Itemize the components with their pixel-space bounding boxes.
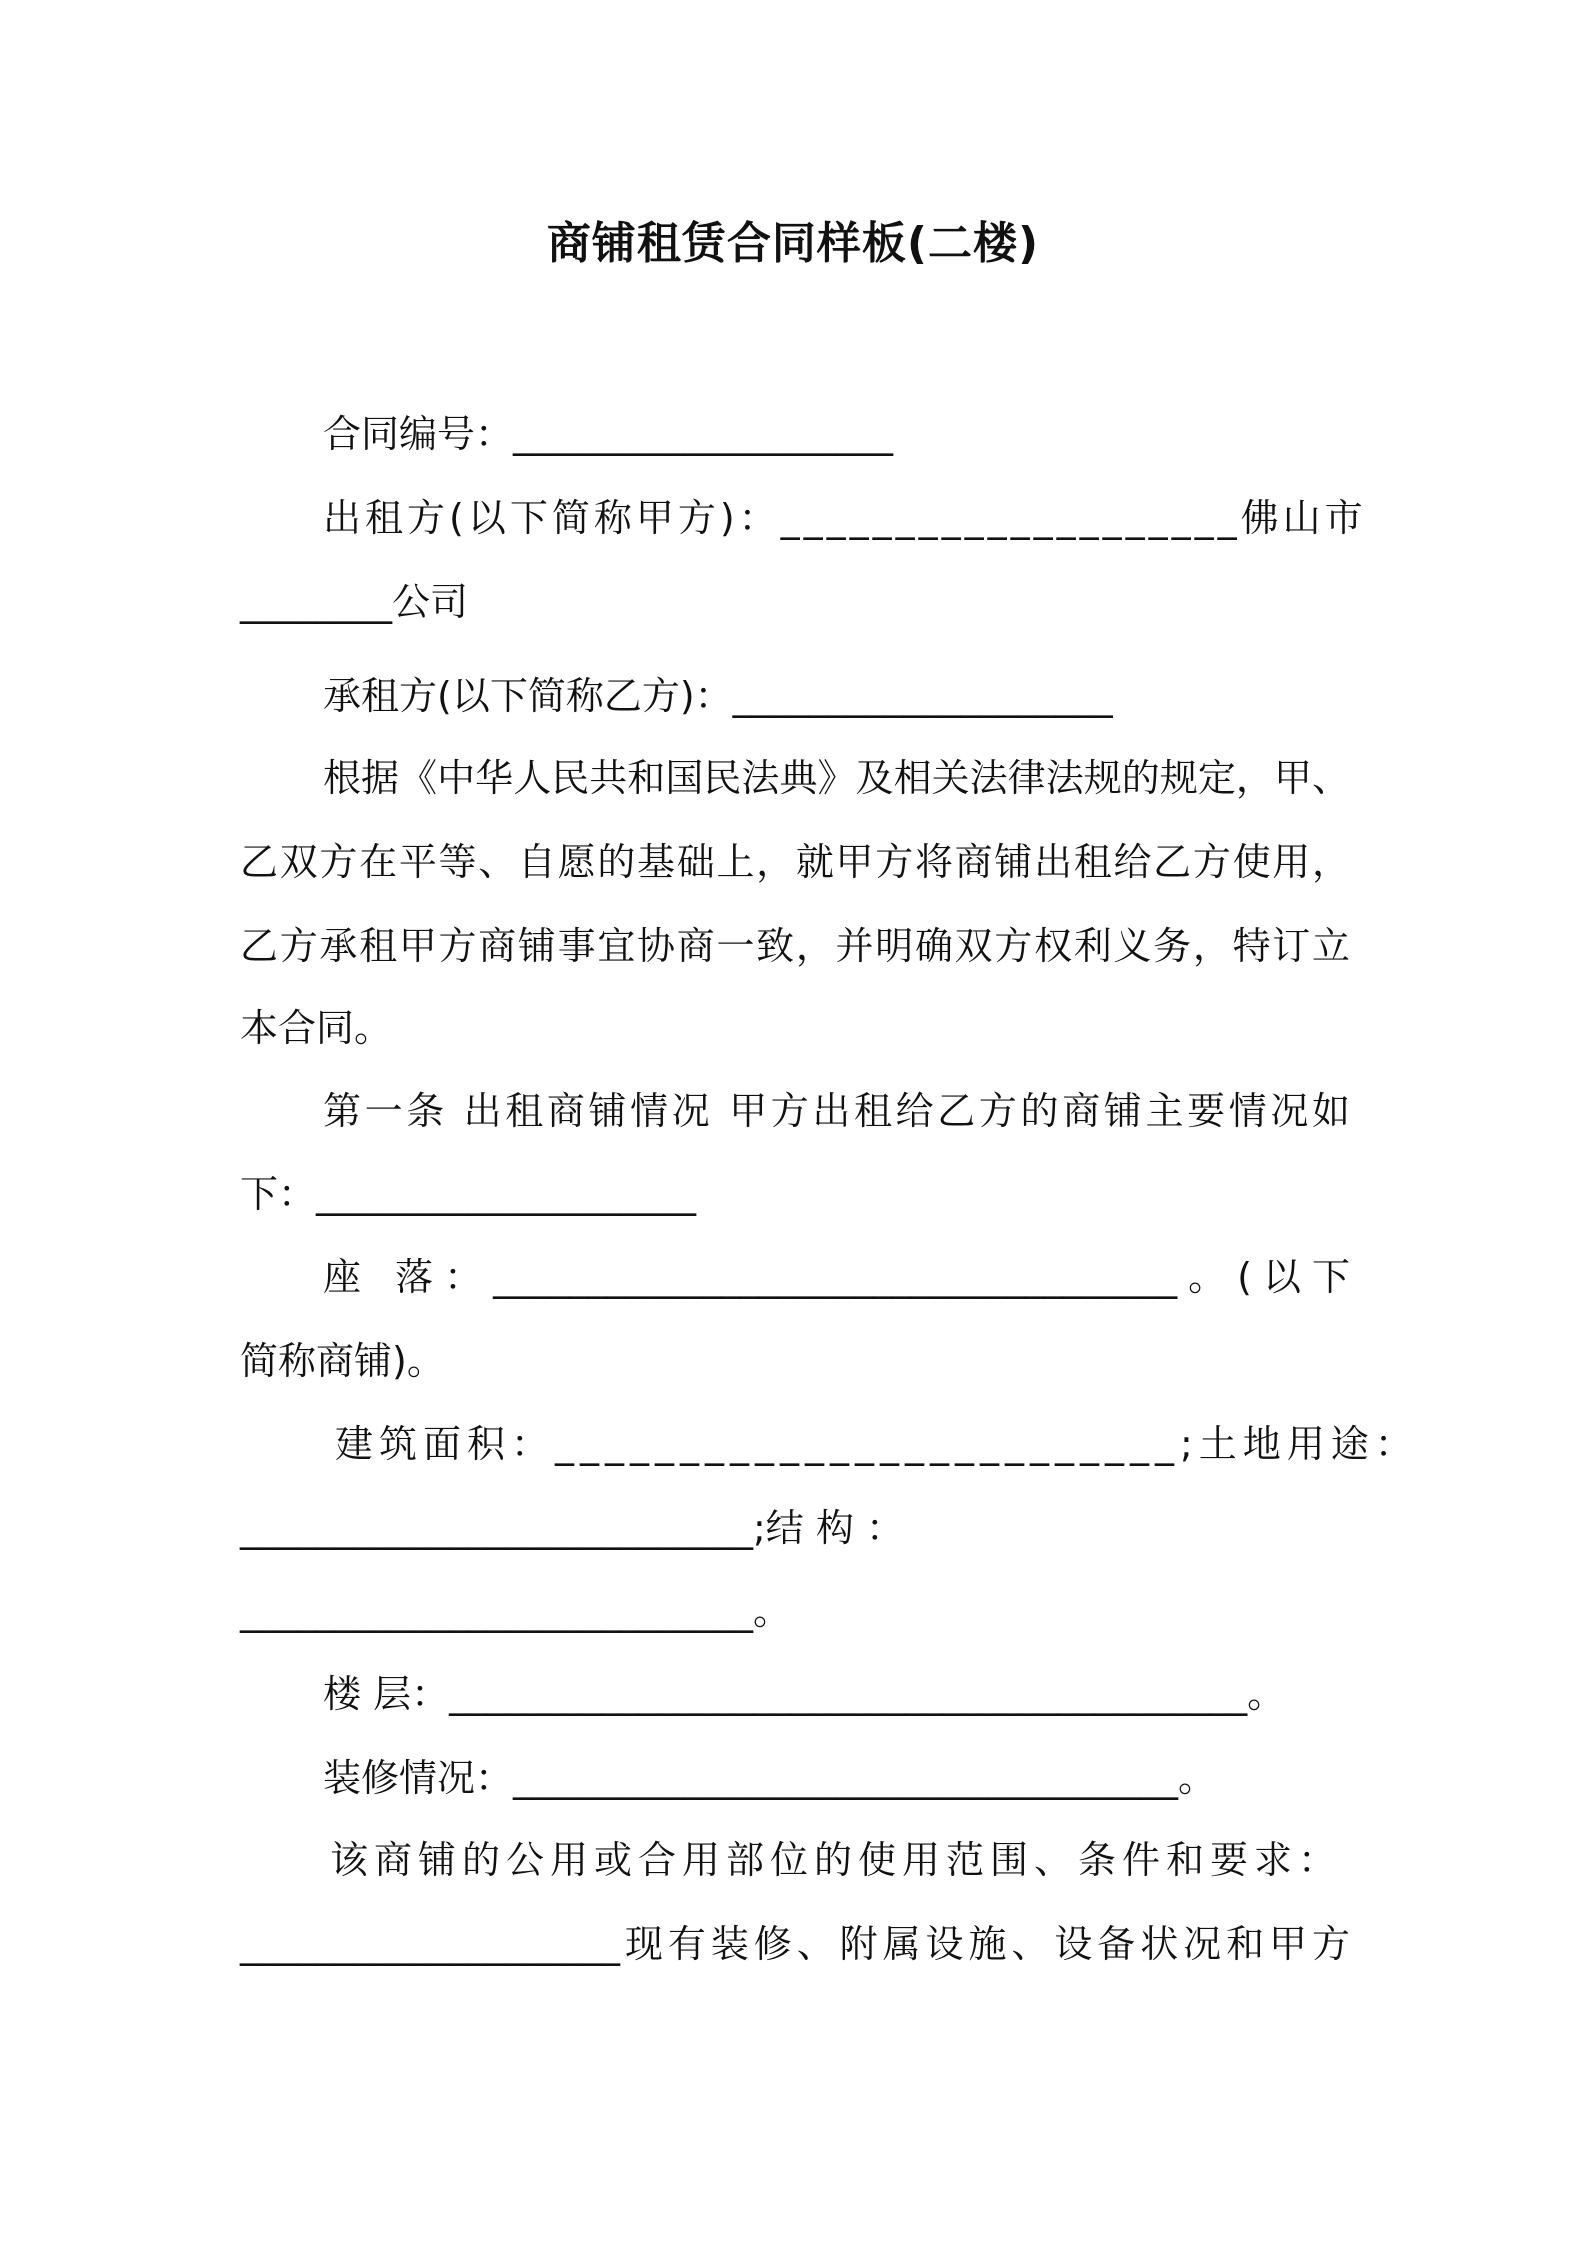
facilities-line: ____________________现有装修、附属设施、设备状况和甲方 <box>240 1922 1350 1966</box>
building-area-line: 建筑面积：_________________________;土地用途： <box>335 1422 1419 1466</box>
structure-line: ___________________________;结 构 ： <box>240 1506 904 1550</box>
preamble-line-4: 本合同。 <box>240 1006 393 1050</box>
location-line: 座 落：____________________________________。(以下 <box>323 1255 1350 1299</box>
preamble-line-2: 乙双方在平等、自愿的基础上，就甲方将商铺出租给乙方使用， <box>240 840 1350 884</box>
preamble-line-1: 根据《中华人民共和国民法典》及相关法律法规的规定，甲、 <box>323 756 1350 800</box>
decoration-line: 装修情况：___________________________________。 <box>323 1756 1217 1800</box>
floor-line: 楼 层：__________________________________________。 <box>323 1672 1286 1716</box>
contract-number-line: 合同编号：____________________ <box>323 412 894 456</box>
lessee-line: 承租方(以下简称乙方)：____________________ <box>323 674 1113 718</box>
article-one-continuation: 下：____________________ <box>240 1172 697 1216</box>
common-area-line: 该商铺的公用或合用部位的使用范围、条件和要求： <box>330 1838 1343 1882</box>
structure-continuation: ___________________________。 <box>240 1589 792 1633</box>
preamble-line-3: 乙方承租甲方商铺事宜协商一致，并明确双方权利义务，特订立 <box>240 924 1350 968</box>
lessor-company-line: ________公司 <box>240 580 469 624</box>
article-one-heading: 第一条 出租商铺情况 甲方出租给乙方的商铺主要情况如 <box>323 1089 1350 1133</box>
document-title: 商铺租赁合同样板(二楼) <box>546 218 1040 269</box>
lessor-line: 出租方(以下简称甲方)：____________________佛山市 <box>323 496 1367 540</box>
location-continuation: 简称商铺)。 <box>240 1339 445 1383</box>
